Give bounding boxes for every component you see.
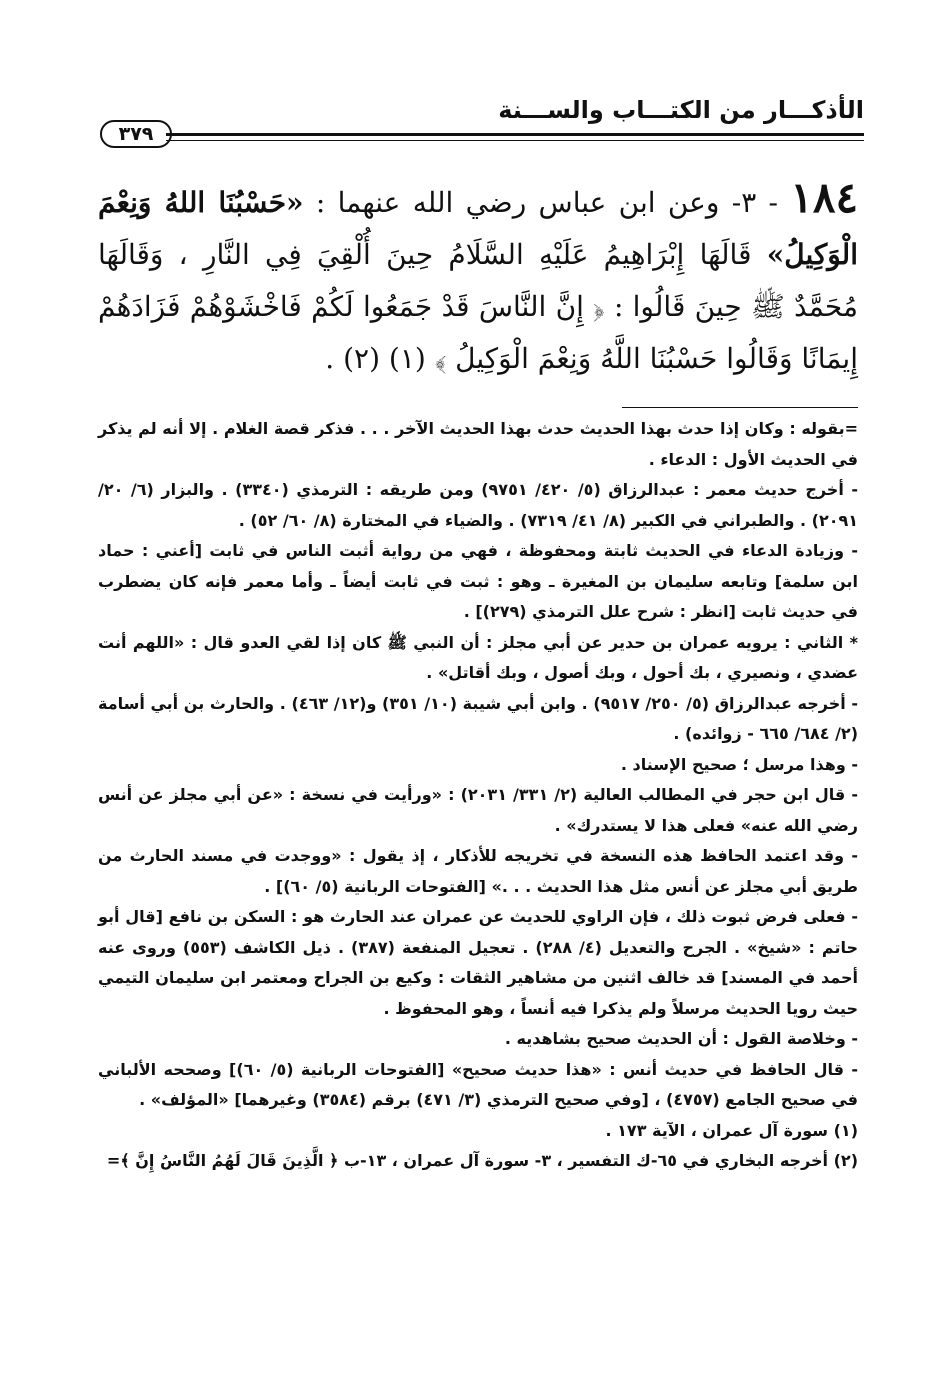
hadith-body: قَالَهَا إِبْرَاهِيمُ عَلَيْهِ السَّلَامُ حِينَ أُلْقِيَ فِي النَّارِ ، وَقَالَهَا مُحَمَّدٌ ﷺ حِينَ قَالُوا : — [98, 238, 858, 323]
hadith-text — [98, 172, 858, 385]
footnotes — [98, 414, 858, 1177]
footnote-paragraph: =بقوله : وكان إذا حدث بهذا الحديث حدث بهذا الحديث الآخر . . . فذكر قصة الغلام . إلا أنه لم يذكر في الحديث الأول : الدعاء . — [98, 419, 858, 469]
hadith-number: ١٨٤ — [790, 173, 859, 222]
footnote-refs: (١) (٢) . — [325, 342, 426, 375]
page-number: ٣٧٩ — [100, 120, 172, 148]
hadith-intro: وعن ابن عباس رضي الله عنهما : — [315, 186, 720, 219]
footnote-paragraph: - قال ابن حجر في المطالب العالية (٢/ ٣٣١/ ٢٠٣١) : «ورأيت في نسخة : «عن أبي مجلز عن أنس رضي الله عنه» فعلى هذا لا يستدرك» . — [98, 785, 859, 835]
footnote-paragraph: - وخلاصة القول : أن الحديث صحيح بشاهديه . — [504, 1029, 858, 1048]
header-rule-thin — [166, 140, 864, 141]
footnote-separator — [622, 407, 858, 408]
footnote-paragraph: - وهذا مرسل ؛ صحيح الإسناد . — [620, 754, 858, 774]
footnote-paragraph: - وزيادة الدعاء في الحديث ثابتة ومحفوظة ، فهي من رواية أثبت الناس في ثابت [أعني : حماد ابن سلمة] وتابعه سليمان بن المغيرة ـ وهو : ثبت في ثابت أيضاً ـ وأما معمر فإنه كان يضطرب في حديث ثابت [انظر : شرح علل الترمذي (٢٧٩)] . — [98, 541, 858, 621]
hadith-quote: «حَسْبُنَا اللهُ وَنِعْمَ الْوَكِيلُ» — [98, 186, 858, 271]
footnote-2: (٢) أخرجه البخاري في ٦٥-ك التفسير ، ٣- سورة آل عمران ، ١٣-ب ﴿ الَّذِينَ قَالَ لَهُمُ النَّاسُ إِنَّ ﴾= — [106, 1151, 858, 1170]
footnote-paragraph: - أخرجه عبدالرزاق (٥/ ٢٥٠/ ٩٥١٧) . وابن أبي شيبة (١٠/ ٣٥١) و(١٢/ ٤٦٣) . والحارث بن أبي أسامة (٢/ ٦٨٤/ ٦٦٥ - زوائده) . — [98, 693, 859, 743]
footnote-paragraph: - قال الحافظ في حديث أنس : «هذا حديث صحيح» [الفتوحات الربانية (٥/ ٦٠)] وصححه الألباني في صحيح الجامع (٤٧٥٧) ، [وفي صحيح الترمذي (٣/ ٤٧١) برقم (٣٥٨٤) وغيرهما] «المؤلف» . — [98, 1059, 858, 1109]
footnote-paragraph: - وقد اعتمد الحافظ هذه النسخة في تخريجه للأذكار ، إذ يقول : «ووجدت في مسند الحارث من طريق أبي مجلز عن أنس مثل هذا الحديث . . .» [الفتوحات الربانية (٥/ ٦٠)] . — [98, 846, 858, 896]
footnote-paragraph: - فعلى فرض ثبوت ذلك ، فإن الراوي للحديث عن عمران عند الحارث هو : السكن بن نافع [قال أبو حاتم : «شيخ» . الجرح والتعديل (٤/ ٢٨٨) . تعجيل المنفعة (٣٨٧) . ذيل الكاشف (٥٥٣) وروى عنه أحمد في المسند] قد خالف اثنين من مشاهير الثقات : وكيع بن الجراح ومعتمر ابن سليمان التيمي حيث رويا الحديث مرسلاً ولم يذكرا فيه أنساً ، وهو المحفوظ . — [98, 907, 859, 1018]
footnote-1: (١) سورة آل عمران ، الآية ١٧٣ . — [605, 1120, 858, 1140]
footnote-paragraph: - أخرج حديث معمر : عبدالرزاق (٥/ ٤٢٠/ ٩٧٥١) ومن طريقه : الترمذي (٣٣٤٠) . والبزار (٦/ ٢٠/ ٢٠٩١) . والطبراني في الكبير (٨/ ٤١/ ٧٣١٩) . والضياء في المختارة (٨/ ٦٠/ ٥٢) . — [98, 480, 858, 530]
hadith-sub-number: - ٣- — [731, 186, 779, 219]
quran-verse: ﴿ إِنَّ النَّاسَ قَدْ جَمَعُوا لَكُمْ فَاخْشَوْهُمْ فَزَادَهُمْ إِيمَانًا وَقَالُوا حَسْبُنَا اللَّهُ وَنِعْمَ الْوَكِيلُ ﴾ — [98, 290, 858, 375]
footnote-paragraph: * الثاني : يرويه عمران بن حدير عن أبي مجلز : أن النبي ﷺ كان إذا لقي العدو قال : «اللهم أنت عضدي ، ونصيري ، بك أحول ، وبك أصول ، وبك أقاتل» . — [98, 632, 858, 682]
header-rule — [166, 133, 864, 136]
running-title: الأذكـــار من الكتـــاب والســـنة — [498, 96, 864, 124]
